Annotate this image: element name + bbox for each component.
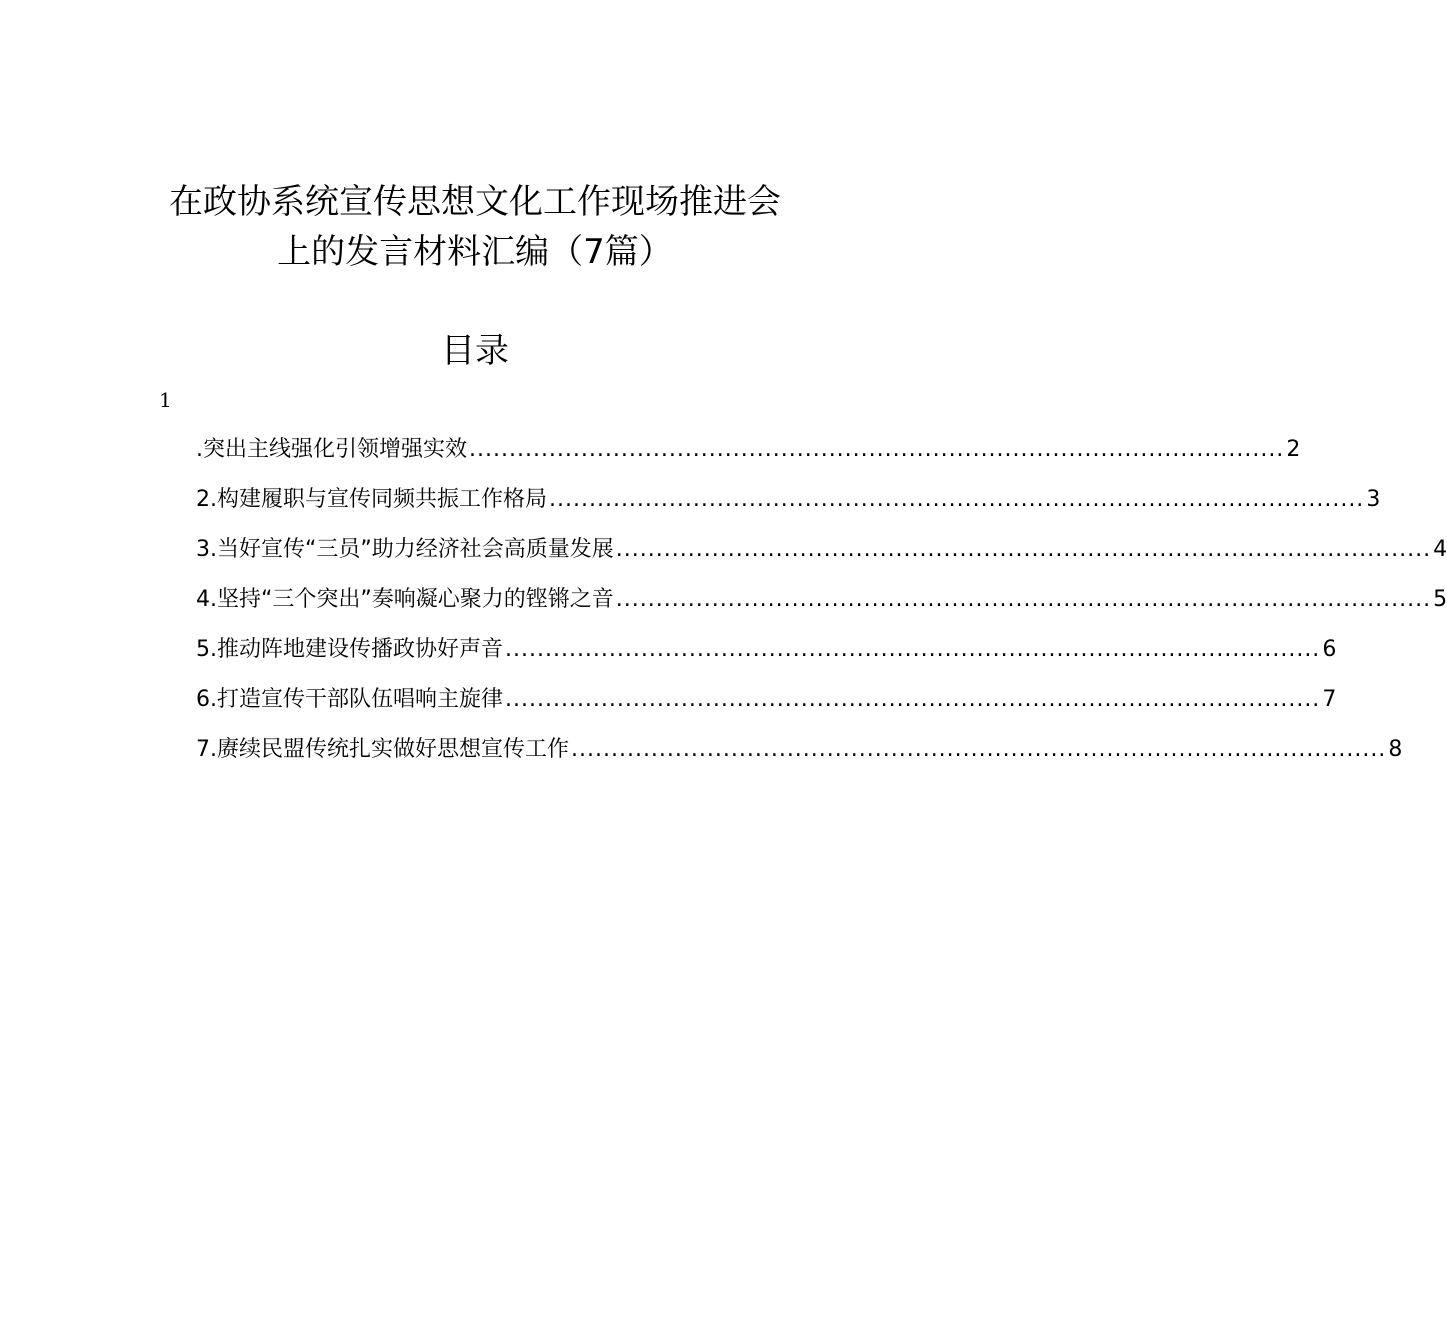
toc-entry[interactable] [196,725,1403,775]
toc-dot-leader: ...................................................................................................... [571,737,1387,762]
toc-entry-title: 3.当好宣传“三员”助力经济社会高质量发展 [196,537,614,562]
toc-entry[interactable] [196,525,1447,575]
toc-dot-leader: ...................................................................................................... [469,437,1285,462]
toc-entry-page: 8 [1388,737,1403,762]
toc-entry-page: 5 [1433,587,1447,612]
toc-entry[interactable] [196,675,1337,725]
toc-entry-page: 3 [1366,487,1381,512]
toc-dot-leader: ...................................................................................................... [615,537,1432,562]
toc-entry[interactable] [196,475,1381,525]
toc-entry-title: 2.构建履职与宣传同频共振工作格局 [196,487,547,512]
toc-entry-title: 4.坚持“三个突出”奏响凝心聚力的铿锵之音 [196,587,614,612]
toc-entry[interactable] [196,425,1301,475]
toc-entry-page: 6 [1322,637,1337,662]
toc-dot-leader: ...................................................................................................... [549,487,1365,512]
toc-dot-leader: ...................................................................................................... [505,687,1321,712]
toc-entry-page: 2 [1286,437,1301,462]
toc-entry-title: 7.赓续民盟传统扎实做好思想宣传工作 [196,737,569,762]
toc-dot-leader: ...................................................................................................... [615,587,1432,612]
toc-heading: 目录 [441,331,509,371]
toc-entry-page: 7 [1322,687,1337,712]
list-number: 1 [159,388,172,412]
toc-entry-title: 6.打造宣传干部队伍唱响主旋律 [196,687,503,712]
toc-entry[interactable] [196,575,1447,625]
document-title-line2: 上的发言材料汇编（7篇） [277,232,673,272]
toc-entry-title: .突出主线强化引领增强实效 [196,437,467,462]
table-of-contents [196,425,1447,775]
toc-entry[interactable] [196,625,1337,675]
toc-entry-title: 5.推动阵地建设传播政协好声音 [196,637,503,662]
toc-entry-page: 4 [1433,537,1447,562]
document-title-line1: 在政协系统宣传思想文化工作现场推进会 [169,182,781,222]
toc-dot-leader: ...................................................................................................... [505,637,1321,662]
